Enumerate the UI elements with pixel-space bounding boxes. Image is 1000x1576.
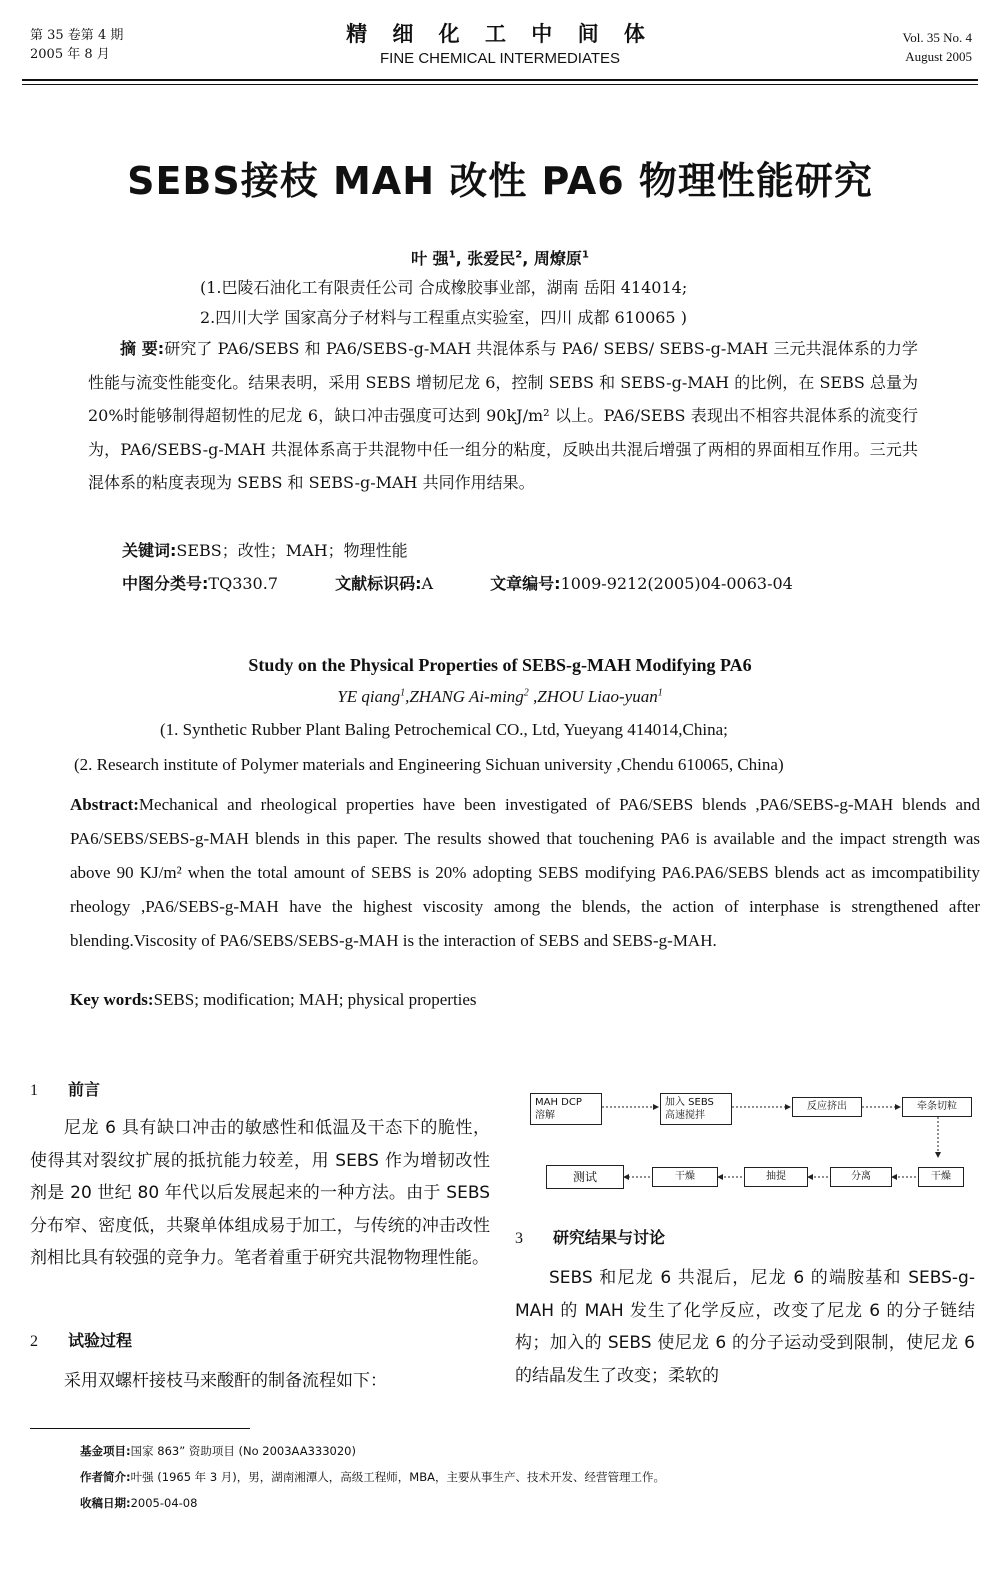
section-2-paragraph: 采用双螺杆接枝马来酸酐的制备流程如下：	[64, 1371, 387, 1391]
keywords-cn	[122, 538, 408, 561]
affiliation-2: 2.四川大学 国家高分子材料与工程重点实验室，四川 成都 610065 )	[200, 308, 687, 327]
footnote-author-bio	[80, 1469, 665, 1485]
flow-step-dry-2: 干燥	[652, 1167, 718, 1187]
volume-en: Vol. 35 No. 4	[902, 30, 972, 45]
section-1-body	[30, 1112, 490, 1275]
section-3-heading	[515, 1225, 665, 1248]
header-rule	[22, 79, 978, 81]
english-abstract	[70, 788, 980, 958]
author-name-en: YE qiang	[337, 687, 401, 706]
author-name-en: ZHANG Ai-ming	[409, 687, 524, 706]
author-name: 张爱民	[467, 249, 516, 268]
funding-text: 国家 863” 资助项目 (No 2003AA333020)	[130, 1444, 356, 1458]
section-3-paragraph: SEBS 和尼龙 6 共混后，尼龙 6 的端胺基和 SEBS-g-MAH 的 MAH 发生了化学反应，改变了尼龙 6 的分子链结构；加入的 SEBS 使尼龙 6 的分子运动受到限制，使尼龙 6 的结晶发生了改变；柔软的	[515, 1268, 975, 1386]
author-affil-mark: 2	[523, 687, 529, 699]
footnote-received	[80, 1495, 197, 1511]
author-list: 叶 强$^1$, 张爱民$^2$, 周燎原$^1$	[411, 249, 589, 268]
volume-cn: 第 35 卷第 4 期	[30, 28, 124, 43]
flow-step-dissolve: MAH DCP 溶解	[530, 1093, 602, 1125]
author-affil-mark: 2	[515, 249, 523, 261]
classification-line	[122, 571, 845, 594]
flow-step-dry-1: 干燥	[918, 1167, 964, 1187]
author-name-en: ZHOU Liao-yuan	[537, 687, 658, 706]
english-abstract-text: Mechanical and rheological properties have been investigated of PA6/SEBS blends ,PA6/SEBS-g-MAH blends and PA6/SEBS/SEBS-g-MAH blends in this paper. The results showed that touchening PA6 is available and the impact strength was above 90 KJ/m² when the total amount of SEBS is 20% adopting SEBS modifying PA6.PA6/SEBS blends act as imcompatibility rheology ,PA6/SEBS-g-MAH have the highest viscosity among the blends, the action of interphase is strengthened after blending.Viscosity of PA6/SEBS/SEBS-g-MAH is the interaction of SEBS and SEBS-g-MAH.	[70, 795, 980, 950]
article-no-label: 文章编号:	[490, 574, 561, 593]
journal-name-en: FINE CHEMICAL INTERMEDIATES	[379, 50, 621, 67]
author-affil-mark: 1	[657, 687, 663, 699]
author-affil-mark: 1	[448, 249, 456, 261]
english-affiliation-2: (2. Research institute of Polymer materials and Engineering Sichuan university ,Chendu 610065, China)	[74, 755, 784, 774]
bio-label: 作者简介:	[80, 1470, 131, 1484]
section-2-heading	[30, 1328, 132, 1351]
process-flowchart	[520, 1085, 980, 1200]
author-name: 周燎原	[533, 249, 582, 268]
section-1-paragraph: 尼龙 6 具有缺口冲击的敏感性和低温及干态下的脆性，使得其对裂纹扩展的抵抗能力较差，用 SEBS 作为增韧改性剂是 20 世纪 80 年代以后发展起来的一种方法。由于 SEBS 分布窄、密度低，共聚单体组成易于加工，与传统的冲击改性剂相比具有较强的竞争力。笔者着重于研究共混物物理性能。	[30, 1118, 490, 1268]
affiliation-1: (1.巴陵石油化工有限责任公司 合成橡胶事业部，湖南 岳阳 414014;	[200, 278, 688, 297]
english-keywords	[70, 990, 477, 1010]
header-left	[30, 26, 123, 64]
abstract-text: 研究了 PA6/SEBS 和 PA6/SEBS-g-MAH 共混体系与 PA6/ SEBS/ SEBS-g-MAH 三元共混体系的力学性能与流变性能变化。结果表明，采用 SEBS 增韧尼龙 6，控制 SEBS 和 SEBS-g-MAH 的比例，在 SEBS 总量为 20%时能够制得超韧性的尼龙 6，缺口冲击强度可达到 90kJ/m² 以上。PA6/SEBS 表现出不相容共混体系的流变行为，PA6/SEBS-g-MAH 共混体系高于共混物中任一组分的粘度，反映出共混后增强了两相的界面相互作用。三元共混体系的粘度表现为 SEBS 和 SEBS-g-MAH 共同作用结果。	[88, 339, 918, 492]
section-number: 1	[30, 1082, 38, 1099]
doc-code-value: A	[421, 574, 434, 593]
footnote-funding	[80, 1443, 356, 1459]
section-number: 3	[515, 1230, 523, 1247]
english-abstract-label: Abstract:	[70, 795, 139, 814]
english-keywords-label: Key words:	[70, 990, 154, 1009]
journal-name-cn: 精 细 化 工 中 间 体	[346, 22, 654, 46]
clc-label: 中图分类号:	[122, 574, 209, 593]
article-no-value: 1009-9212(2005)04-0063-04	[560, 574, 793, 593]
journal-header	[330, 18, 670, 67]
flow-step-extract: 抽提	[744, 1167, 808, 1187]
english-affiliation-1: (1. Synthetic Rubber Plant Baling Petrochemical CO., Ltd, Yueyang 414014,China;	[160, 720, 728, 739]
flow-step-separate: 分离	[830, 1167, 892, 1187]
english-authors: YE qiang$^1$,ZHANG Ai-ming$^2$ ,ZHOU Liao-yuan$^1$	[337, 687, 663, 706]
keywords-text: SEBS；改性；MAH；物理性能	[176, 541, 408, 560]
received-date: 2005-04-08	[130, 1496, 198, 1510]
funding-label: 基金项目:	[80, 1444, 131, 1458]
date-cn: 2005 年 8 月	[30, 47, 110, 62]
section-2-body	[30, 1365, 490, 1398]
english-keywords-text: SEBS; modification; MAH; physical properties	[153, 990, 477, 1009]
english-title: Study on the Physical Properties of SEBS-g-MAH Modifying PA6	[248, 655, 752, 675]
flow-step-pelletize: 牵条切粒	[902, 1097, 972, 1117]
footnote-rule	[30, 1428, 250, 1429]
section-title: 试验过程	[68, 1331, 133, 1350]
keywords-label: 关键词:	[122, 541, 177, 560]
author-affil-mark: 1	[581, 249, 589, 261]
received-label: 收稿日期:	[80, 1496, 131, 1510]
header-right	[903, 28, 972, 66]
section-1-heading	[30, 1077, 100, 1100]
paper-title: SEBS接枝 MAH 改性 PA6 物理性能研究	[127, 159, 873, 203]
section-title: 前言	[68, 1080, 101, 1099]
author-affil-mark: 1	[400, 687, 406, 699]
section-title: 研究结果与讨论	[553, 1228, 666, 1247]
bio-text: 叶强 (1965 年 3 月)，男，湖南湘潭人，高级工程师，MBA，主要从事生产、技术开发、经营管理工作。	[130, 1470, 665, 1484]
section-3-body	[515, 1262, 975, 1392]
header-rule-thin	[22, 84, 978, 85]
section-number: 2	[30, 1333, 38, 1350]
abstract-label: 摘 要:	[120, 339, 165, 358]
doc-code-label: 文献标识码:	[335, 574, 422, 593]
abstract-cn	[88, 332, 918, 500]
clc-value: TQ330.7	[208, 574, 278, 593]
date-en: August 2005	[905, 49, 972, 64]
flow-step-test: 测试	[546, 1165, 624, 1189]
flow-step-extrude: 反应挤出	[792, 1097, 862, 1117]
author-name: 叶 强	[411, 249, 449, 268]
flow-step-mix: 加入 SEBS 高速搅拌	[660, 1093, 732, 1125]
